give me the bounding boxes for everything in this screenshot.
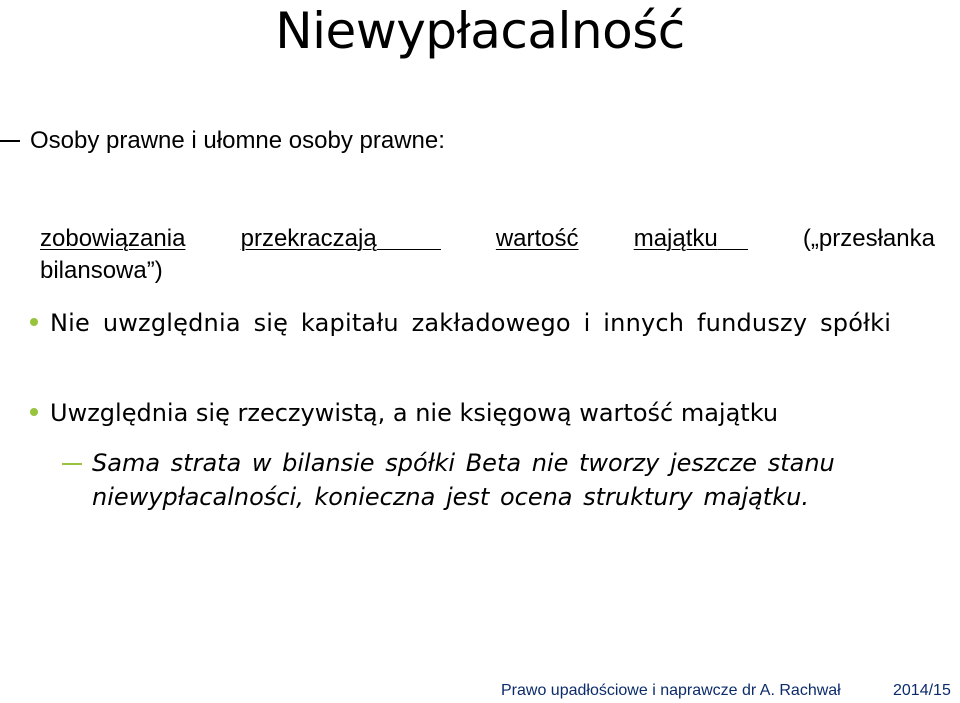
premise-segment-2	[241, 223, 441, 255]
bullet-text-2: Uwzględnia się rzeczywistą, a nie księgową wartość majątku	[50, 399, 779, 427]
slide-title: Niewypłacalność	[275, 2, 685, 60]
footer-year: 2014/15	[893, 682, 951, 699]
premise-segment-3	[496, 223, 579, 255]
dash-icon	[62, 463, 82, 465]
footer-author: Prawo upadłościowe i naprawcze dr A. Rachwał	[501, 682, 841, 699]
heading-item	[0, 124, 445, 158]
heading-text: Osoby prawne i ułomne osoby prawne:	[30, 127, 445, 154]
premise-word-4: majątku	[633, 225, 718, 252]
underline-gap	[377, 223, 441, 250]
bullet-item-2	[30, 396, 930, 430]
premise-word-5: („przesłanka	[802, 225, 935, 252]
underline-gap	[718, 223, 748, 250]
premise-segment-5	[803, 223, 935, 255]
premise-paragraph	[40, 223, 935, 287]
premise-segment-4	[634, 223, 748, 255]
premise-line-1	[40, 223, 935, 255]
premise-word-2: przekraczają	[240, 225, 377, 252]
sub-bullet-text: Sama strata w bilansie spółki Beta nie tworzy jeszcze stanu niewypłacalności, konieczna jest ocena struktury majątku.	[92, 449, 835, 511]
dash-icon	[0, 140, 20, 142]
bullet-dot-icon	[30, 408, 38, 416]
bullet-item-1	[30, 306, 930, 340]
sub-bullet-item	[62, 446, 942, 514]
premise-line-2: bilansowa”)	[40, 257, 163, 284]
premise-word-3: wartość	[495, 225, 579, 252]
bullet-text-1: Nie uwzględnia się kapitału zakładowego i innych funduszy spółki	[50, 309, 892, 337]
bullet-dot-icon	[30, 318, 38, 326]
premise-word-1: zobowiązania	[40, 225, 186, 252]
premise-segment-1	[40, 223, 185, 255]
